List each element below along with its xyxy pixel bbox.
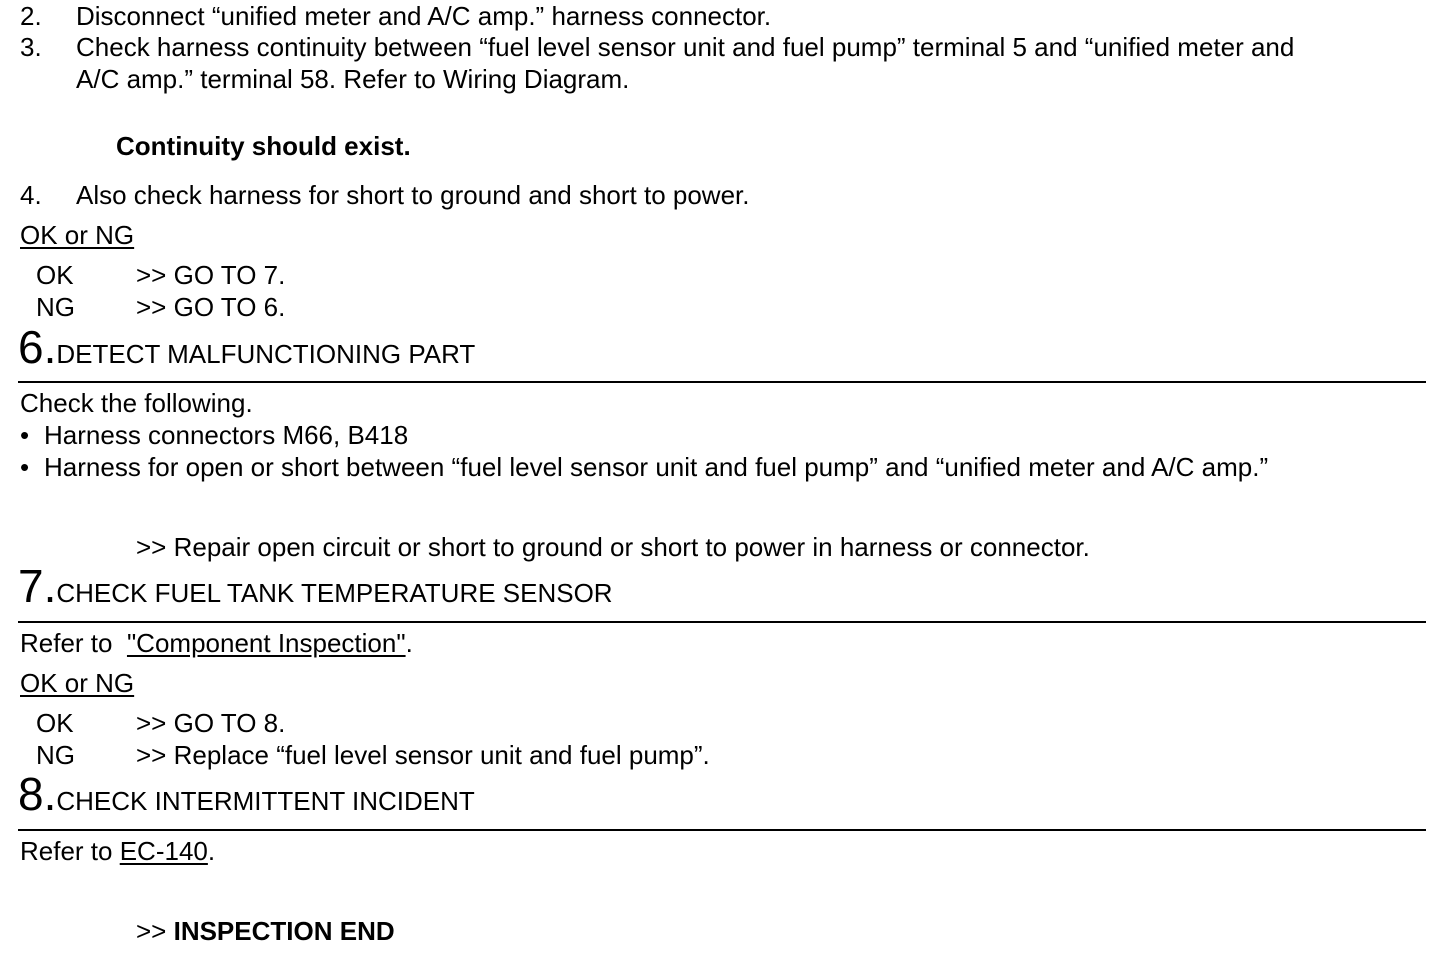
ng-result: >> Replace “fuel level sensor unit and fuel pump”. [136,740,710,770]
section-title: DETECT MALFUNCTIONING PART [56,339,476,369]
section-number: 6. [18,321,57,373]
section-6-intro: Check the following. [20,388,253,418]
section-7-refer [20,627,413,659]
section-number: 7. [18,560,57,612]
ng-key: NG [36,292,75,322]
section-8-heading [18,768,475,820]
ok-ng-label: OK or NG [20,668,135,698]
bullet-icon: • [20,420,30,450]
end-prefix: >> [136,916,174,946]
continuity-note: Continuity should exist. [116,131,411,161]
ok-result: >> GO TO 7. [136,260,286,290]
section-7-heading [18,560,613,612]
list-number: 3. [20,32,42,62]
bullet-icon: • [20,452,30,482]
inspection-end [136,915,395,947]
end-text: INSPECTION END [173,916,395,946]
section-divider [18,381,1426,383]
ok-key: OK [36,708,74,738]
section-divider [18,621,1426,623]
section-title: CHECK INTERMITTENT INCIDENT [56,786,475,816]
list-text: Also check harness for short to ground and short to power. [76,180,750,210]
refer-suffix: . [207,836,216,866]
bullet-text: Harness for open or short between “fuel level sensor unit and fuel pump” and “unified meter and A/C amp.” [44,452,1269,482]
ng-result: >> GO TO 6. [136,292,286,322]
section-6-result: >> Repair open circuit or short to ground or short to power in harness or connector. [136,532,1090,562]
section-number: 8. [18,768,57,820]
bullet-text: Harness connectors M66, B418 [44,420,409,450]
ok-key: OK [36,260,74,290]
section-6-heading [18,321,476,373]
refer-suffix: . [405,628,413,658]
ok-result: >> GO TO 8. [136,708,286,738]
list-number: 2. [20,1,42,31]
ok-ng-label: OK or NG [20,220,135,250]
component-inspection-link[interactable]: "Component Inspection" [126,628,406,658]
list-text: Check harness continuity between “fuel level sensor unit and fuel pump” terminal 5 and “unified meter and [76,32,1295,62]
list-text: Disconnect “unified meter and A/C amp.” harness connector. [76,1,772,31]
ng-key: NG [36,740,75,770]
ec-140-link[interactable]: EC-140 [119,836,208,866]
list-number: 4. [20,180,42,210]
refer-prefix: Refer to [20,836,120,866]
section-8-refer [20,835,215,867]
section-title: CHECK FUEL TANK TEMPERATURE SENSOR [56,578,613,608]
list-text: A/C amp.” terminal 58. Refer to Wiring Diagram. [76,64,630,94]
section-divider [18,829,1426,831]
refer-prefix: Refer to [20,628,120,658]
